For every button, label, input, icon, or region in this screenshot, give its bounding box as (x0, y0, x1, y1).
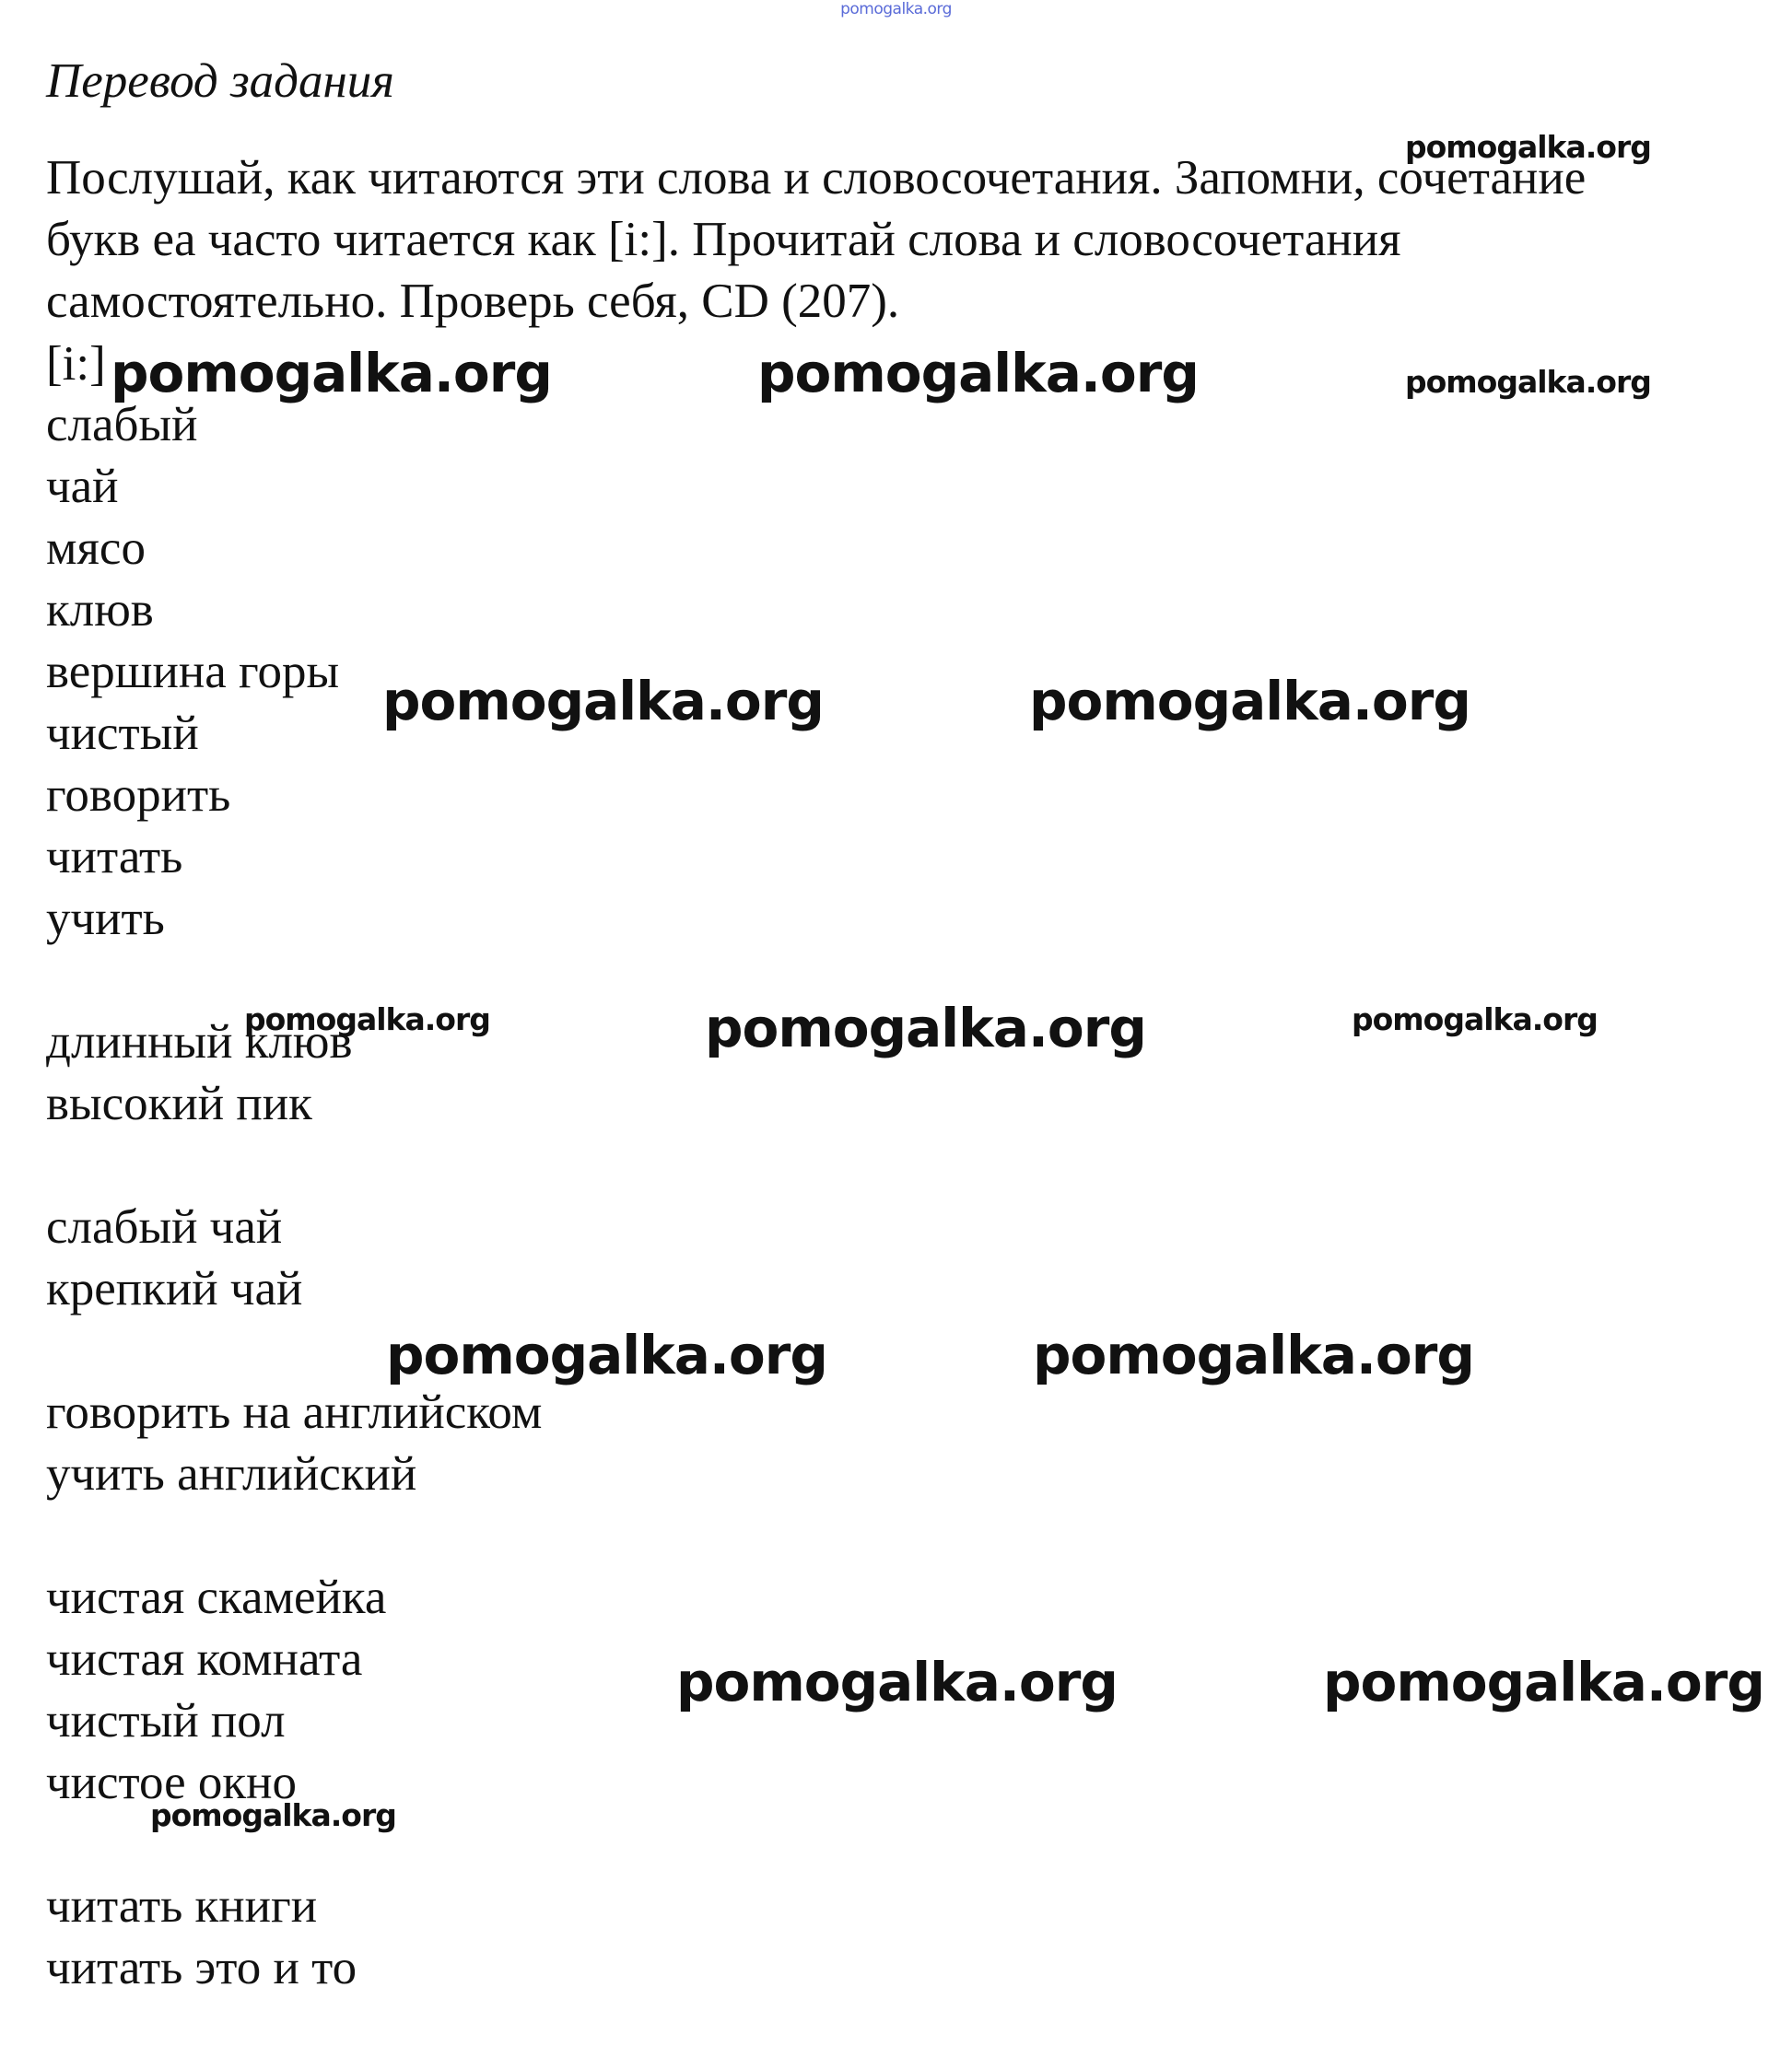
phrase-item: читать это и то (46, 1941, 357, 1994)
phrase-item: высокий пик (46, 1077, 312, 1130)
page-title: Перевод задания (46, 54, 394, 108)
phrase-item: крепкий чай (46, 1262, 303, 1315)
word-item: мясо (46, 521, 146, 575)
phrase-item: чистая скамейка (46, 1571, 387, 1624)
word-item: чистый (46, 707, 199, 760)
watermark: pomogalka.org (705, 997, 1146, 1059)
word-item: клюв (46, 583, 154, 637)
instruction-line: самостоятельно. Проверь себя, CD (207). (46, 275, 900, 328)
phrase-item: чистое окно (46, 1756, 298, 1809)
watermark: pomogalka.org (382, 670, 824, 732)
site-mark-top: pomogalka.org (840, 0, 952, 18)
watermark: pomogalka.org (1323, 1651, 1764, 1713)
word-item: чай (46, 460, 119, 513)
watermark: pomogalka.org (150, 1797, 396, 1833)
phrase-item: длинный клюв (46, 1015, 353, 1069)
phrase-item: учить английский (46, 1447, 417, 1501)
watermark: pomogalka.org (1405, 364, 1651, 400)
watermark: pomogalka.org (1405, 129, 1651, 165)
watermark: pomogalka.org (757, 342, 1199, 404)
instruction-line: Послушай, как читаются эти слова и словосочетания. Запомни, сочетание (46, 151, 1587, 205)
phrase-item: слабый чай (46, 1200, 283, 1254)
phrase-item: чистая комната (46, 1632, 363, 1686)
word-item: учить (46, 892, 165, 945)
watermark: pomogalka.org (1352, 1001, 1598, 1037)
word-item: слабый (46, 398, 198, 451)
watermark: pomogalka.org (676, 1651, 1118, 1713)
phrase-item: чистый пол (46, 1694, 286, 1748)
phrase-item: читать книги (46, 1879, 318, 1933)
watermark: pomogalka.org (244, 1001, 490, 1037)
watermark: pomogalka.org (1029, 670, 1470, 732)
instruction-line: букв ea часто читается как [i:]. Прочитай слова и словосочетания (46, 213, 1401, 266)
phoneme-label: [i:] (46, 337, 106, 391)
word-item: вершина горы (46, 645, 340, 698)
watermark: pomogalka.org (1033, 1324, 1474, 1386)
phrase-item: говорить на английском (46, 1385, 543, 1439)
word-item: читать (46, 830, 183, 883)
instruction-text (46, 147, 1760, 333)
watermark: pomogalka.org (386, 1324, 827, 1386)
word-item: говорить (46, 768, 231, 822)
watermark: pomogalka.org (111, 342, 552, 404)
